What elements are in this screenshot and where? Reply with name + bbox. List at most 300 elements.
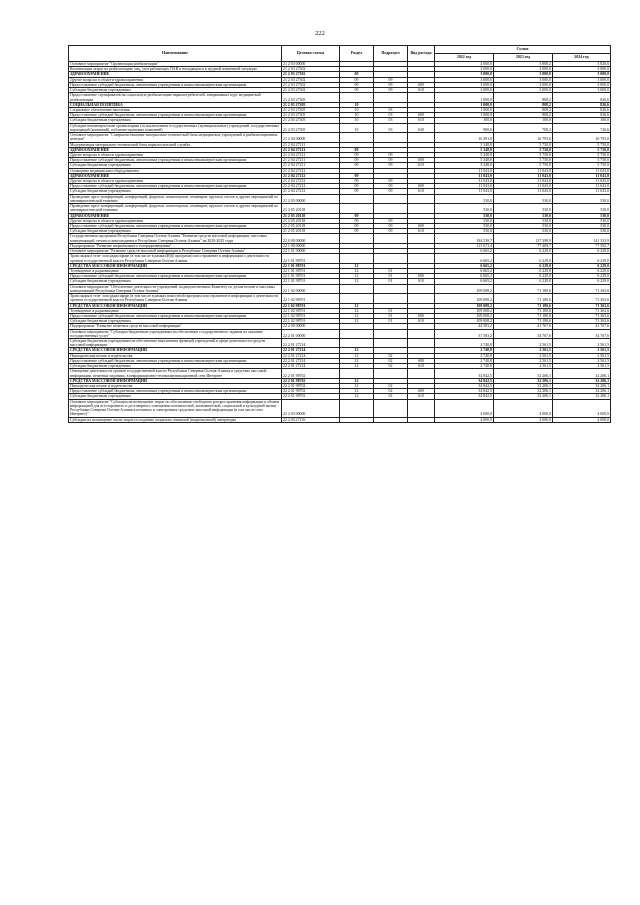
cell-2023: 4 000,0 [494, 399, 553, 417]
cell-2022: 2 740,8 [435, 364, 494, 369]
cell-subsection [374, 204, 408, 213]
cell-subsection: 01 [374, 274, 408, 279]
cell-2022: 34 842,5 [435, 389, 494, 394]
cell-2024: 3 000,0 [553, 82, 611, 87]
cell-subsection: 09 [374, 189, 408, 194]
cell-name: Телевидение и радиовещание [69, 268, 282, 273]
cell-section: 09 [340, 184, 374, 189]
cell-name: СРЕДСТВА МАССОВОЙ ИНФОРМАЦИИ [69, 378, 282, 383]
cell-2023: 4 000,0 [494, 417, 553, 422]
cell-section: 10 [340, 113, 374, 118]
cell-section: 09 [340, 213, 374, 218]
cell-exp-type [408, 133, 435, 142]
cell-2022: 1 000,0 [435, 113, 494, 118]
cell-2022: 5 348,8 [435, 142, 494, 147]
cell-section: 09 [340, 147, 374, 152]
cell-target: 21 2 03 27305 [282, 118, 340, 123]
cell-name: Основное мероприятие "Субсидии на возмещение затрат по обеспечению свободного распространения информации и обмена информацией для всестороннего и достоверного освещения политической, экономической, социальной и культурной жизни Республики Северная Осетия-Алания в печатных и электронных средствах массовой информации (в том числе сети Интернет)" [69, 399, 282, 417]
cell-exp-type: 610 [408, 364, 435, 369]
cell-2023: 530,0 [494, 224, 553, 229]
cell-2022: 530,0 [435, 194, 494, 203]
cell-2022: 11 043,0 [435, 189, 494, 194]
cell-exp-type [408, 284, 435, 293]
cell-2023: 5 750,0 [494, 163, 553, 168]
cell-2024: 3 000,0 [553, 72, 611, 77]
cell-target: 21 2 04 27212 [282, 184, 340, 189]
cell-2022: 34 842,5 [435, 384, 494, 389]
cell-2024: 11 043,0 [553, 173, 611, 178]
cell-target: 22 1 02 00000 [282, 284, 340, 293]
cell-target: 21 2 04 27212 [282, 168, 340, 173]
cell-exp-type: 610 [408, 88, 435, 93]
cell-2023: 71 180,6 [494, 294, 553, 303]
cell-2024: 3 000,0 [553, 67, 611, 72]
cell-name: Освещение деятельности органов государственной власти Республики Северная Осетия-Алания в средствах массовой информации, печатных изданиях, в информационно-телекоммуникационной сети Интернет [69, 369, 282, 378]
cell-2024: 71 363,6 [553, 303, 611, 308]
cell-target: 21 2 03 27302 [282, 88, 340, 93]
cell-target: 22 1 02 98701 [282, 313, 340, 318]
cell-2024: 5 750,0 [553, 147, 611, 152]
cell-2022: 109 008,2 [435, 303, 494, 308]
cell-name: Предоставление субсидий бюджетным, автономным учреждениям и иным некоммерческим организациям [69, 389, 282, 394]
cell-2022: 2 740,8 [435, 339, 494, 348]
cell-target: 21 2 04 27211 [282, 147, 340, 152]
cell-section: 09 [340, 173, 374, 178]
cell-target: 22 2 01 98702 [282, 378, 340, 383]
cell-name: СРЕДСТВА МАССОВОЙ ИНФОРМАЦИИ [69, 303, 282, 308]
cell-2022: 4 000,0 [435, 62, 494, 67]
cell-subsection: 02 [374, 358, 408, 363]
cell-2024: 71 363,6 [553, 294, 611, 303]
table-row [69, 294, 611, 303]
cell-2022: 3 000,0 [435, 88, 494, 93]
cell-subsection: 03 [374, 123, 408, 132]
cell-subsection: 01 [374, 313, 408, 318]
cell-exp-type [408, 399, 435, 417]
cell-target: 21 2 04 27211 [282, 163, 340, 168]
cell-2024: 6 229,0 [553, 274, 611, 279]
cell-2024: 32 206,1 [553, 378, 611, 383]
cell-target: 22 2 00 00000 [282, 324, 340, 329]
cell-2023: 6 229,0 [494, 268, 553, 273]
cell-target: 22 1 01 98701 [282, 268, 340, 273]
cell-exp-type [408, 194, 435, 203]
cell-2023: 5 750,0 [494, 147, 553, 152]
cell-2024: 141 333,9 [553, 234, 611, 243]
cell-2023: 808,2 [494, 93, 553, 102]
cell-2022: 530,0 [435, 229, 494, 234]
cell-target: 21 2 05 00000 [282, 194, 340, 203]
cell-section: 12 [340, 384, 374, 389]
cell-2022: 1 000,0 [435, 102, 494, 107]
cell-subsection: 01 [374, 308, 408, 313]
cell-section: 12 [340, 353, 374, 358]
cell-target: 21 2 04 27212 [282, 173, 340, 178]
cell-2024: 826,6 [553, 93, 611, 102]
cell-2023: 34 767,6 [494, 329, 553, 338]
cell-name: ЗДРАВООХРАНЕНИЕ [69, 173, 282, 178]
cell-section [340, 329, 374, 338]
cell-section: 12 [340, 394, 374, 399]
cell-exp-type [408, 204, 435, 213]
cell-subsection [374, 417, 408, 422]
cell-name: Предоставление субсидий бюджетным, автономным учреждениям и иным некоммерческим организациям [69, 184, 282, 189]
cell-subsection [374, 329, 408, 338]
cell-subsection: 01 [374, 279, 408, 284]
page-number: 222 [315, 30, 325, 37]
cell-2022: 3 000,0 [435, 82, 494, 87]
cell-2024: 6 229,0 [553, 268, 611, 273]
cell-2022: 6 665,2 [435, 268, 494, 273]
cell-target: 21 2 05 20118 [282, 224, 340, 229]
cell-subsection [374, 93, 408, 102]
cell-2022: 530,0 [435, 204, 494, 213]
cell-section: 10 [340, 107, 374, 112]
cell-name: Другие вопросы в области здравоохранения [69, 218, 282, 223]
cell-2022: 5 348,8 [435, 163, 494, 168]
header-name: Наименование [69, 46, 282, 62]
header-target: Целевая статья [282, 46, 340, 62]
cell-2022: 100,0 [435, 118, 494, 123]
cell-2022: 3 000,0 [435, 77, 494, 82]
cell-name: СРЕДСТВА МАССОВОЙ ИНФОРМАЦИИ [69, 348, 282, 353]
cell-2023: 6 229,0 [494, 254, 553, 263]
cell-exp-type [408, 369, 435, 378]
table-row [69, 369, 611, 378]
cell-name: Субсидии бюджетным учреждениям [69, 279, 282, 284]
cell-section: 12 [340, 303, 374, 308]
cell-name: Подпрограмма "Развитие печатных средств массовой информации" [69, 324, 282, 329]
cell-exp-type: 610 [408, 394, 435, 399]
cell-section: 10 [340, 123, 374, 132]
header-subsection: Подраздел [374, 46, 408, 62]
cell-name: Предоставление субсидий бюджетным, автономным учреждениям и иным некоммерческим организациям [69, 313, 282, 318]
cell-2024: 5 750,0 [553, 163, 611, 168]
cell-name: Предоставление субсидий бюджетным, автономным учреждениям и иным некоммерческим организациям [69, 113, 282, 118]
cell-2023: 6 229,0 [494, 279, 553, 284]
cell-target: 21 2 03 27305 [282, 102, 340, 107]
cell-name: Предоставление субсидий бюджетным, автономным учреждениям и иным некоммерческим организациям [69, 224, 282, 229]
header-section: Раздел [340, 46, 374, 62]
cell-2023: 3 000,0 [494, 72, 553, 77]
cell-2022: 2 740,8 [435, 358, 494, 363]
cell-target: 21 2 03 27302 [282, 67, 340, 72]
cell-2024: 3 000,0 [553, 88, 611, 93]
cell-section [340, 294, 374, 303]
cell-name: Основное мероприятие "Субсидии бюджетным учреждениям на обеспечение государственного задания на оказание государственных услуг" [69, 329, 282, 338]
cell-2024: 32 206,1 [553, 384, 611, 389]
cell-2022: 11 043,0 [435, 168, 494, 173]
cell-2023: 5 750,0 [494, 158, 553, 163]
cell-2023: 5 750,0 [494, 152, 553, 157]
cell-section [340, 254, 374, 263]
cell-exp-type: 600 [408, 224, 435, 229]
cell-target: 21 2 03 27302 [282, 72, 340, 77]
cell-2024: 3 000,0 [553, 77, 611, 82]
cell-2023: 71 180,6 [494, 308, 553, 313]
cell-2024: 4 000,0 [553, 417, 611, 422]
cell-section [340, 194, 374, 203]
cell-2024: 6 229,0 [553, 254, 611, 263]
cell-target: 22 2 01 98702 [282, 394, 340, 399]
cell-2024: 3 826,6 [553, 62, 611, 67]
cell-2023: 530,0 [494, 218, 553, 223]
cell-exp-type: 600 [408, 358, 435, 363]
cell-subsection [374, 254, 408, 263]
cell-2024: 11 043,0 [553, 189, 611, 194]
cell-name: Трансляция в теле- или радиоэфире (в том числе в рамках новостной программ или отражение в информации о деятельности органов государственной власти Республики Северная Осетия-Алания [69, 294, 282, 303]
cell-2024: 530,0 [553, 224, 611, 229]
cell-2022: 44 583,2 [435, 324, 494, 329]
cell-2024: 77 592,7 [553, 243, 611, 248]
cell-target: 22 2 01 27214 [282, 353, 340, 358]
cell-2022: 5 348,8 [435, 147, 494, 152]
cell-section: 09 [340, 218, 374, 223]
cell-name: Субсидии на возмещение части затрат по изданию социально значимой (национальной) литературы [69, 417, 282, 422]
cell-2024: 826,6 [553, 102, 611, 107]
cell-2023: 2 561,5 [494, 348, 553, 353]
cell-2022: 115 673,4 [435, 243, 494, 248]
cell-target: 21 2 05 20118 [282, 229, 340, 234]
cell-2024: 2 561,5 [553, 353, 611, 358]
cell-2024: 34 767,6 [553, 329, 611, 338]
cell-section: 09 [340, 189, 374, 194]
table-row [69, 254, 611, 263]
cell-section: 12 [340, 364, 374, 369]
cell-subsection: 01 [374, 319, 408, 324]
table-row [69, 399, 611, 417]
cell-section: 09 [340, 152, 374, 157]
cell-target: 22 0 00 00000 [282, 234, 340, 243]
cell-2024: 5 750,0 [553, 142, 611, 147]
cell-section: 12 [340, 319, 374, 324]
cell-subsection: 09 [374, 152, 408, 157]
cell-section: 12 [340, 313, 374, 318]
cell-exp-type: 610 [408, 189, 435, 194]
cell-2024: 5 750,0 [553, 158, 611, 163]
cell-section [340, 369, 374, 378]
cell-2023: 32 206,1 [494, 384, 553, 389]
cell-exp-type [408, 254, 435, 263]
cell-2023: 808,2 [494, 113, 553, 118]
cell-2022: 3 000,0 [435, 72, 494, 77]
cell-2024: 5 750,0 [553, 152, 611, 157]
cell-name: Субсидии бюджетным учреждениям [69, 88, 282, 93]
cell-exp-type [408, 234, 435, 243]
cell-section [340, 417, 374, 422]
table-header [69, 46, 611, 62]
cell-target: 22 2 01 27214 [282, 364, 340, 369]
cell-2023: 3 000,0 [494, 88, 553, 93]
cell-name: Основное мероприятие "Развитие средств массовой информации в Республике Северная Осетия-Алания" [69, 249, 282, 254]
cell-2023: 530,0 [494, 213, 553, 218]
cell-name: Предоставление субсидий бюджетным, автономным учреждениям и иным некоммерческим организациям [69, 158, 282, 163]
header-year-2022: 2022 год [435, 54, 494, 62]
cell-2022: 1 000,0 [435, 93, 494, 102]
cell-exp-type [408, 417, 435, 422]
cell-subsection: 03 [374, 113, 408, 118]
cell-2024: 2 561,5 [553, 364, 611, 369]
cell-2023: 3 000,0 [494, 82, 553, 87]
cell-2022: 16 391,8 [435, 133, 494, 142]
cell-target: 21 2 03 00000 [282, 62, 340, 67]
cell-section: 12 [340, 308, 374, 313]
cell-subsection: 03 [374, 107, 408, 112]
cell-section: 09 [340, 77, 374, 82]
cell-name: Основное мероприятие "Обеспечение деятельности учреждений, подведомственных Комитету по делам печати и массовых коммуникаций Республики Северная Осетия-Алания" [69, 284, 282, 293]
cell-2023: 3 000,0 [494, 67, 553, 72]
cell-name: Субсидии бюджетным учреждениям на обеспечение выполнения функций учреждений в сфере деятельности средств массовой информации [69, 339, 282, 348]
cell-name: Субсидии бюджетным учреждениям [69, 189, 282, 194]
cell-2024: 530,0 [553, 218, 611, 223]
cell-name: Социальное обеспечение населения [69, 107, 282, 112]
cell-name: Субсидии некоммерческим организациям (за исключением государственных (муниципальных) учреждений, государственных корпораций (компаний), публично-правовых компаний) [69, 123, 282, 132]
cell-2023: 2 561,5 [494, 353, 553, 358]
cell-target: 21 2 03 27305 [282, 113, 340, 118]
cell-target: 22 1 01 98701 [282, 263, 340, 268]
cell-section: 09 [340, 82, 374, 87]
cell-subsection: 02 [374, 394, 408, 399]
cell-target: 21 2 03 27305 [282, 93, 340, 102]
cell-2024: 32 206,1 [553, 369, 611, 378]
cell-2024: 2 561,5 [553, 358, 611, 363]
cell-target: 22 2 01 98702 [282, 369, 340, 378]
cell-exp-type: 630 [408, 123, 435, 132]
cell-exp-type [408, 329, 435, 338]
cell-subsection [374, 339, 408, 348]
cell-2023: 11 043,0 [494, 179, 553, 184]
cell-2024: 6 229,0 [553, 263, 611, 268]
cell-section [340, 284, 374, 293]
cell-exp-type [408, 339, 435, 348]
cell-2022: 34 842,5 [435, 378, 494, 383]
cell-2022: 109 008,2 [435, 313, 494, 318]
cell-exp-type: 600 [408, 158, 435, 163]
cell-2022: 900,0 [435, 123, 494, 132]
cell-2023: 3 808,2 [494, 62, 553, 67]
cell-2022: 6 665,2 [435, 263, 494, 268]
cell-2024: 11 043,0 [553, 184, 611, 189]
cell-2023: 11 043,0 [494, 173, 553, 178]
cell-name: ЗДРАВООХРАНЕНИЕ [69, 72, 282, 77]
header-sum: Сумма [435, 46, 611, 54]
budget-table [68, 45, 611, 423]
budget-table-sheet [68, 45, 610, 423]
cell-2022: 34 842,5 [435, 369, 494, 378]
cell-2024: 2 561,5 [553, 348, 611, 353]
cell-2023: 530,0 [494, 204, 553, 213]
cell-target: 21 2 03 27305 [282, 123, 340, 132]
cell-2024: 826,6 [553, 107, 611, 112]
cell-section: 09 [340, 229, 374, 234]
cell-2022: 6 665,2 [435, 279, 494, 284]
cell-target: 21 2 03 27302 [282, 82, 340, 87]
cell-2022: 530,0 [435, 218, 494, 223]
cell-name: Другие вопросы в области здравоохранения [69, 152, 282, 157]
table-row [69, 417, 611, 422]
cell-2024: 11 043,0 [553, 179, 611, 184]
cell-target: 22 1 02 98701 [282, 319, 340, 324]
cell-2023: 32 206,1 [494, 369, 553, 378]
cell-subsection: 02 [374, 389, 408, 394]
cell-2023: 808,2 [494, 107, 553, 112]
cell-name: Субсидии бюджетным учреждениям [69, 319, 282, 324]
cell-name: Предоставление субсидий бюджетным, автономным учреждениям и иным некоммерческим организациям [69, 82, 282, 87]
cell-2024: 16 793,0 [553, 133, 611, 142]
cell-name: Основное мероприятие "Совершенствование материально-технической базы медицинских учреждений и реабилитационных центров" [69, 133, 282, 142]
cell-subsection [374, 284, 408, 293]
cell-2022: 109 008,2 [435, 319, 494, 324]
cell-section [340, 133, 374, 142]
cell-2023: 11 043,0 [494, 168, 553, 173]
cell-2024: 71 363,6 [553, 319, 611, 324]
cell-section [340, 234, 374, 243]
cell-2023: 100,0 [494, 118, 553, 123]
cell-name: ЗДРАВООХРАНЕНИЕ [69, 147, 282, 152]
cell-target: 21 2 04 27212 [282, 189, 340, 194]
cell-2024: 826,6 [553, 113, 611, 118]
cell-target: 22 1 01 00000 [282, 249, 340, 254]
cell-exp-type: 610 [408, 118, 435, 123]
cell-2022: 5 348,8 [435, 152, 494, 157]
cell-2022: 109 008,2 [435, 308, 494, 313]
cell-2023: 41 767,6 [494, 324, 553, 329]
table-row [69, 329, 611, 338]
cell-2023: 6 229,0 [494, 263, 553, 268]
cell-2023: 3 000,0 [494, 77, 553, 82]
table-row [69, 93, 611, 102]
cell-name: Подпрограмма "Развитие национального телерадиовещания" [69, 243, 282, 248]
cell-name: Проведение пресс-конференций, конференций, форумов, симпозиумов, семинаров, круглых столов и других мероприятий по антинаркотической тематике [69, 204, 282, 213]
cell-2023: 2 561,5 [494, 364, 553, 369]
cell-name: Предоставление сертификатов на социальную реабилитацию наркопотребителей, завершивших курс медицинской реабилитации [69, 93, 282, 102]
cell-2024: 6 229,0 [553, 249, 611, 254]
cell-section: 09 [340, 224, 374, 229]
cell-subsection [374, 399, 408, 417]
cell-section: 12 [340, 378, 374, 383]
cell-2024: 41 767,6 [553, 324, 611, 329]
cell-section: 12 [340, 279, 374, 284]
cell-section: 12 [340, 358, 374, 363]
cell-2022: 109 008,2 [435, 284, 494, 293]
cell-target: 21 2 04 27211 [282, 158, 340, 163]
cell-2023: 32 206,1 [494, 389, 553, 394]
cell-subsection: 09 [374, 224, 408, 229]
cell-2023: 32 206,1 [494, 378, 553, 383]
cell-2022: 4 000,0 [435, 399, 494, 417]
cell-2022: 530,0 [435, 224, 494, 229]
cell-2024: 32 206,1 [553, 389, 611, 394]
cell-target: 21 2 05 20118 [282, 213, 340, 218]
cell-exp-type: 600 [408, 82, 435, 87]
cell-name: Субсидии бюджетным учреждениям [69, 229, 282, 234]
cell-subsection [374, 234, 408, 243]
cell-2023: 708,2 [494, 123, 553, 132]
cell-2022: 4 000,0 [435, 417, 494, 422]
cell-2023: 11 043,0 [494, 184, 553, 189]
table-row [69, 204, 611, 213]
cell-subsection: 09 [374, 179, 408, 184]
cell-2022: 2 740,8 [435, 348, 494, 353]
cell-2023: 71 180,6 [494, 319, 553, 324]
cell-2023: 71 180,6 [494, 284, 553, 293]
cell-subsection: 02 [374, 384, 408, 389]
cell-subsection: 09 [374, 163, 408, 168]
header-exp-type: Вид расхода [408, 46, 435, 62]
cell-exp-type: 610 [408, 319, 435, 324]
cell-2023: 2 561,5 [494, 339, 553, 348]
cell-exp-type: 610 [408, 279, 435, 284]
